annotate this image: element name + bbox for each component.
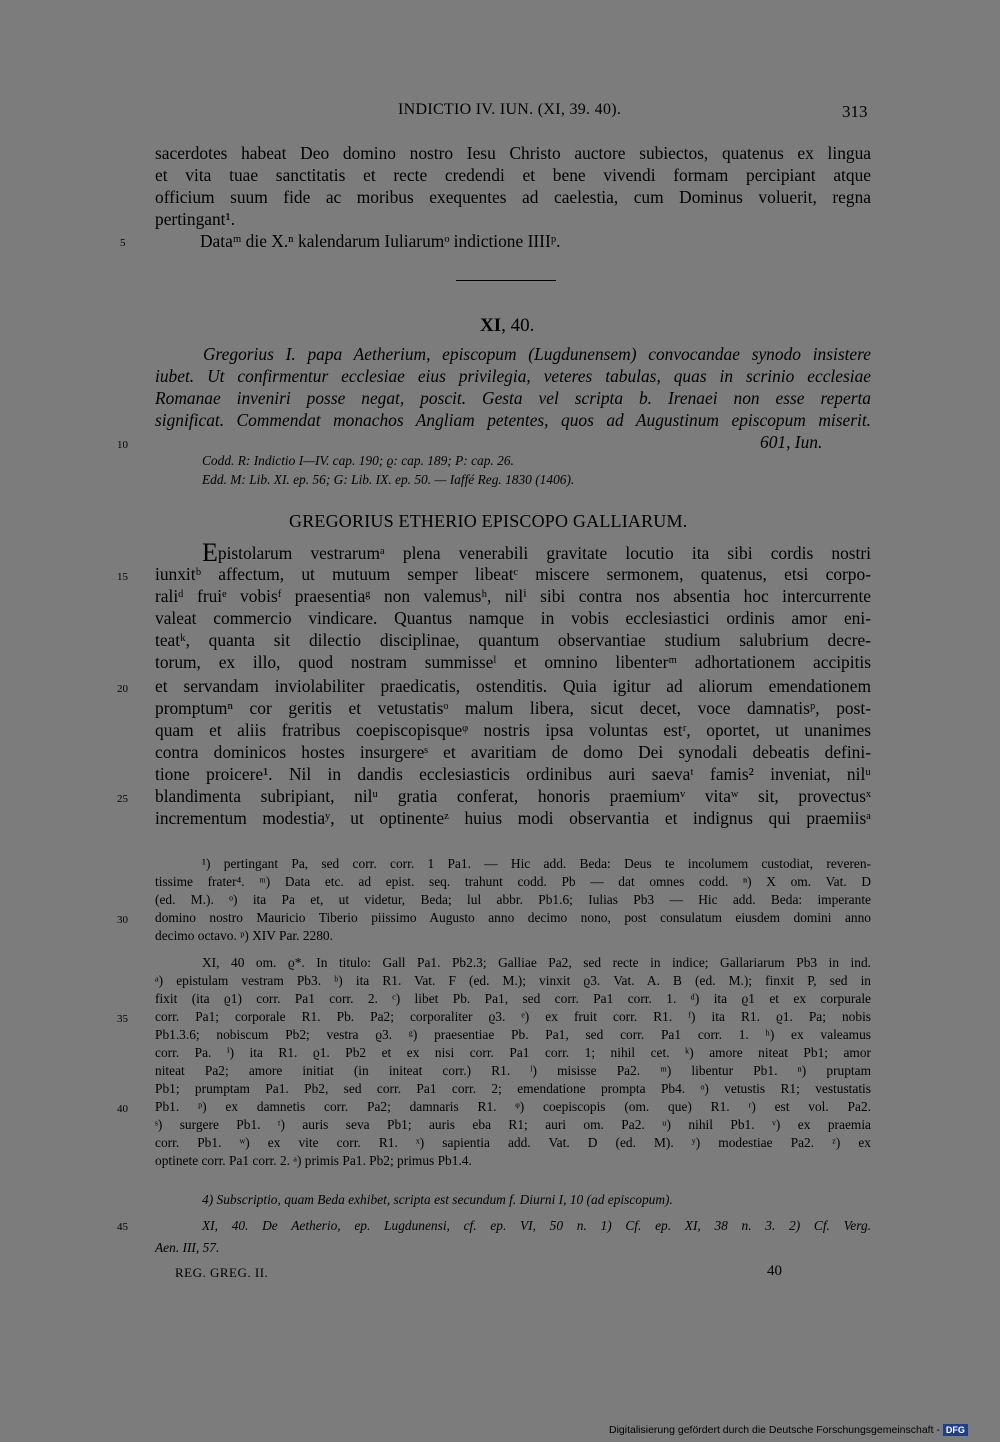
section-divider — [456, 280, 556, 281]
summary-line: Gregorius I. papa Aetherium, episcopum (Lugdunensem) convocandae synodo insistere — [203, 344, 871, 364]
summary-line: significat. Commendat monachos Angliam petentes, quos ad Augustinum episcopum miserit. — [155, 410, 871, 430]
line-number: 20 — [117, 683, 128, 695]
signature-mark: REG. GREG. II. — [175, 1265, 269, 1280]
text-line: pertingant¹. — [155, 209, 236, 229]
text-line: blandimenta subripiant, nilᵘ gratia conferat, honoris praemiumᵛ vitaʷ sit, provectusˣ — [155, 786, 871, 806]
dfg-logo: DFG — [943, 1424, 968, 1436]
text-line: iunxitᵇ affectum, ut mutuum semper libeatᶜ miscere sermonem, quatenus, etsi corpo- — [155, 564, 871, 584]
letter-heading: GREGORIUS ETHERIO EPISCOPO GALLIARUM. — [289, 511, 688, 531]
footnote-line: decimo octavo. ᵖ) XIV Par. 2280. — [155, 928, 333, 943]
footnote-line: tissime frater⁴. ᵐ) Data etc. ad epist. seq. trahunt codd. Pb — dat omnes codd. ⁿ) X om. Vat. D — [155, 874, 871, 889]
text-line: tione proicere¹. Nil in dandis ecclesiasticis ordinibus auri saevaᵗ famis² inveniat, nilᵘ — [155, 764, 871, 784]
line-number: 25 — [117, 793, 128, 805]
text-line: torum, ex illo, quod nostram summisseˡ et omnino libenterᵐ adhortationem accipitis — [155, 652, 871, 672]
footnote-line: (ed. M.). ᵒ) ita Pa et, ut videtur, Beda; lul abbr. Pb1.6; Iulias Pb3 — Hic add. Beda: imperante — [155, 892, 871, 907]
dfg-notice — [609, 1424, 968, 1436]
line-number: 40 — [117, 1103, 128, 1115]
drop-cap: E — [202, 538, 218, 567]
line-number: 35 — [117, 1013, 128, 1025]
text-line: incrementum modestiaʸ, ut optinenteᶻ huius modi observantia et indignus qui praemiisᵃ — [155, 808, 871, 828]
line-number: 45 — [117, 1221, 128, 1233]
letter-number-suffix: , 40. — [501, 315, 535, 336]
running-header: INDICTIO IV. IUN. (XI, 39. 40). — [398, 101, 622, 118]
apparatus-line: niteat Pa2; amore initiat (in initeat corr.) R1. ˡ) misisse Pa2. ᵐ) libentur Pb1. ⁿ) pruptam — [155, 1063, 871, 1078]
apparatus-line: ᵃ) epistulam vestram Pb3. ᵇ) ita R1. Vat. F (ed. M.); vinxit ϱ3. Vat. A. B (ed. M.); finxit P, sed in — [155, 973, 871, 988]
summary-line: Romanae inveniri posse negat, poscit. Gesta vel scripta b. Irenaei non esse reperta — [155, 388, 871, 408]
letter-number-main: XI — [480, 315, 502, 336]
line-number: 5 — [120, 237, 126, 249]
text-line: promptumⁿ cor geritis et vetustatisᵒ malum libera, sicut decet, voce damnatisᵖ, post- — [155, 698, 871, 718]
apparatus-line: Pb1.3.6; nobiscum Pb2; vestra ϱ3. ᵍ) praesentiae Pb. Pa1, sed corr. Pa1 corr. 1. ʰ) ex valeamus — [155, 1027, 871, 1042]
text-line: quam et aliis fratribus coepiscopisqueᵠ nostris ipsa voluntas estʳ, oportet, ut unanimes — [155, 720, 871, 740]
apparatus-line: corr. Pa1; corporale R1. Pb. Pa2; corporaliter ϱ3. ᵉ) ex fruit corr. R1. ᶠ) ita R1. ϱ1. Pa; nobis — [155, 1009, 871, 1024]
source-note-line: XI, 40. De Aetherio, ep. Lugdunensi, cf. ep. VI, 50 n. 1) Cf. ep. XI, 38 n. 3. 2) Cf. Verg. — [202, 1218, 871, 1233]
dfg-notice-text: Digitalisierung gefördert durch die Deutsche Forschungsgemeinschaft - — [609, 1424, 940, 1436]
letter-first-line — [202, 540, 871, 566]
text-line: pistolarum vestrarumᵃ plena venerabili gravitate locutio ita sibi cordis nostri — [217, 543, 871, 563]
footnote-line: ¹) pertingant Pa, sed corr. corr. 1 Pa1. — Hic add. Beda: Deus te incolumem custodiat, reveren- — [202, 856, 871, 871]
summary-line: iubet. Ut confirmentur ecclesiae eius privilegia, veteres tabulas, quas in scrinio ecclesiae — [155, 366, 871, 386]
edd-line: Edd. M: Lib. XI. ep. 56; G: Lib. IX. ep. 50. — Iaffé Reg. 1830 (1406). — [202, 472, 575, 487]
line-number: 10 — [117, 439, 128, 451]
date-range: 601, Iun. — [760, 432, 823, 452]
page-number: 313 — [842, 102, 868, 121]
apparatus-line: fixit (ita ϱ1) corr. Pa1 corr. 2. ᶜ) libet Pb. Pa1, sed corr. Pa1 corr. 1. ᵈ) ita ϱ1 et ex corpurale — [155, 991, 871, 1006]
text-line: valeat commercio vindicare. Quantus namque in vobis ecclesiastici ordinis amor eni- — [155, 608, 871, 628]
text-line: et vita tuae sanctitatis et recte credendi et bene vivendi formam percipiant atque — [155, 165, 871, 185]
date-line: Dataᵐ die X.ⁿ kalendarum Iuliarumᵒ indictione IIIIᵖ. — [200, 231, 561, 251]
line-number: 30 — [117, 914, 128, 926]
apparatus-line: Pb1; prumptam Pa1. Pb2, sed corr. Pa1 corr. 2; emendatione prompta Pb4. ᵒ) vetustis R1; vestustatis — [155, 1081, 871, 1096]
text-line: raliᵈ fruiᵉ vobisᶠ praesentiaᵍ non valemusʰ, nilⁱ sibi contra nos absentia hoc intercurrente — [155, 586, 871, 606]
apparatus-line: corr. Pa. ⁱ) ita R1. ϱ1. Pb2 et ex nisi corr. Pa1 corr. 1; nihil cet. ᵏ) amore niteat Pb1; amor — [155, 1045, 871, 1060]
source-note-line: Aen. III, 57. — [155, 1240, 220, 1255]
text-line: officium suum fide ac moribus exequentes ad caelestia, cum Dominus voluerit, regna — [155, 187, 871, 207]
source-note-line: 4) Subscriptio, quam Beda exhibet, scripta est secundum f. Diurni I, 10 (ad episcopum). — [202, 1192, 673, 1207]
footnote-line: domino nostro Mauricio Tiberio piissimo Augusto anno decimo nono, post consulatum eiusdem domini anno — [155, 910, 871, 925]
apparatus-line: optinete corr. Pa1 corr. 2. ᵃ) primis Pa1. Pb2; primus Pb1.4. — [155, 1153, 472, 1168]
text-line: sacerdotes habeat Deo domino nostro Iesu Christo auctore subiectos, quatenus ex lingua — [155, 143, 871, 163]
apparatus-line: Pb1. ᵖ) ex damnetis corr. Pa2; damnaris R1. ᵠ) coepiscopis (om. que) R1. ʳ) est vol. Pa2. — [155, 1099, 871, 1114]
sheet-number: 40 — [767, 1263, 782, 1279]
apparatus-line: corr. Pb1. ʷ) ex vite corr. R1. ˣ) sapientia add. Vat. D (ed. M). ʸ) modestiae Pa2. ᶻ) ex — [155, 1135, 871, 1150]
apparatus-line: ˢ) surgere Pb1. ᵗ) auris seva Pb1; auris eba R1; auri om. Pa2. ᵘ) nihil Pb1. ᵛ) ex praemia — [155, 1117, 871, 1132]
letter-number — [480, 315, 534, 337]
codd-line: Codd. R: Indictio I—IV. cap. 190; ϱ: cap. 189; P: cap. 26. — [202, 453, 514, 468]
text-line: contra dominicos hostes insurgereˢ et avaritiam de domo Dei synodali debeatis defini- — [155, 742, 871, 762]
line-number: 15 — [117, 571, 128, 583]
apparatus-line: XI, 40 om. ϱ*. In titulo: Gall Pa1. Pb2.3; Galliae Pa2, sed recte in indice; Gallariarum Pb3 in ind. — [202, 955, 871, 970]
text-line: et servandam inviolabiliter praedicatis, ostenditis. Quia igitur ad aliorum emendationem — [155, 676, 871, 696]
text-line: teatᵏ, quanta sit dilectio disciplinae, quantum observantiae studium salubrium decre- — [155, 630, 871, 650]
